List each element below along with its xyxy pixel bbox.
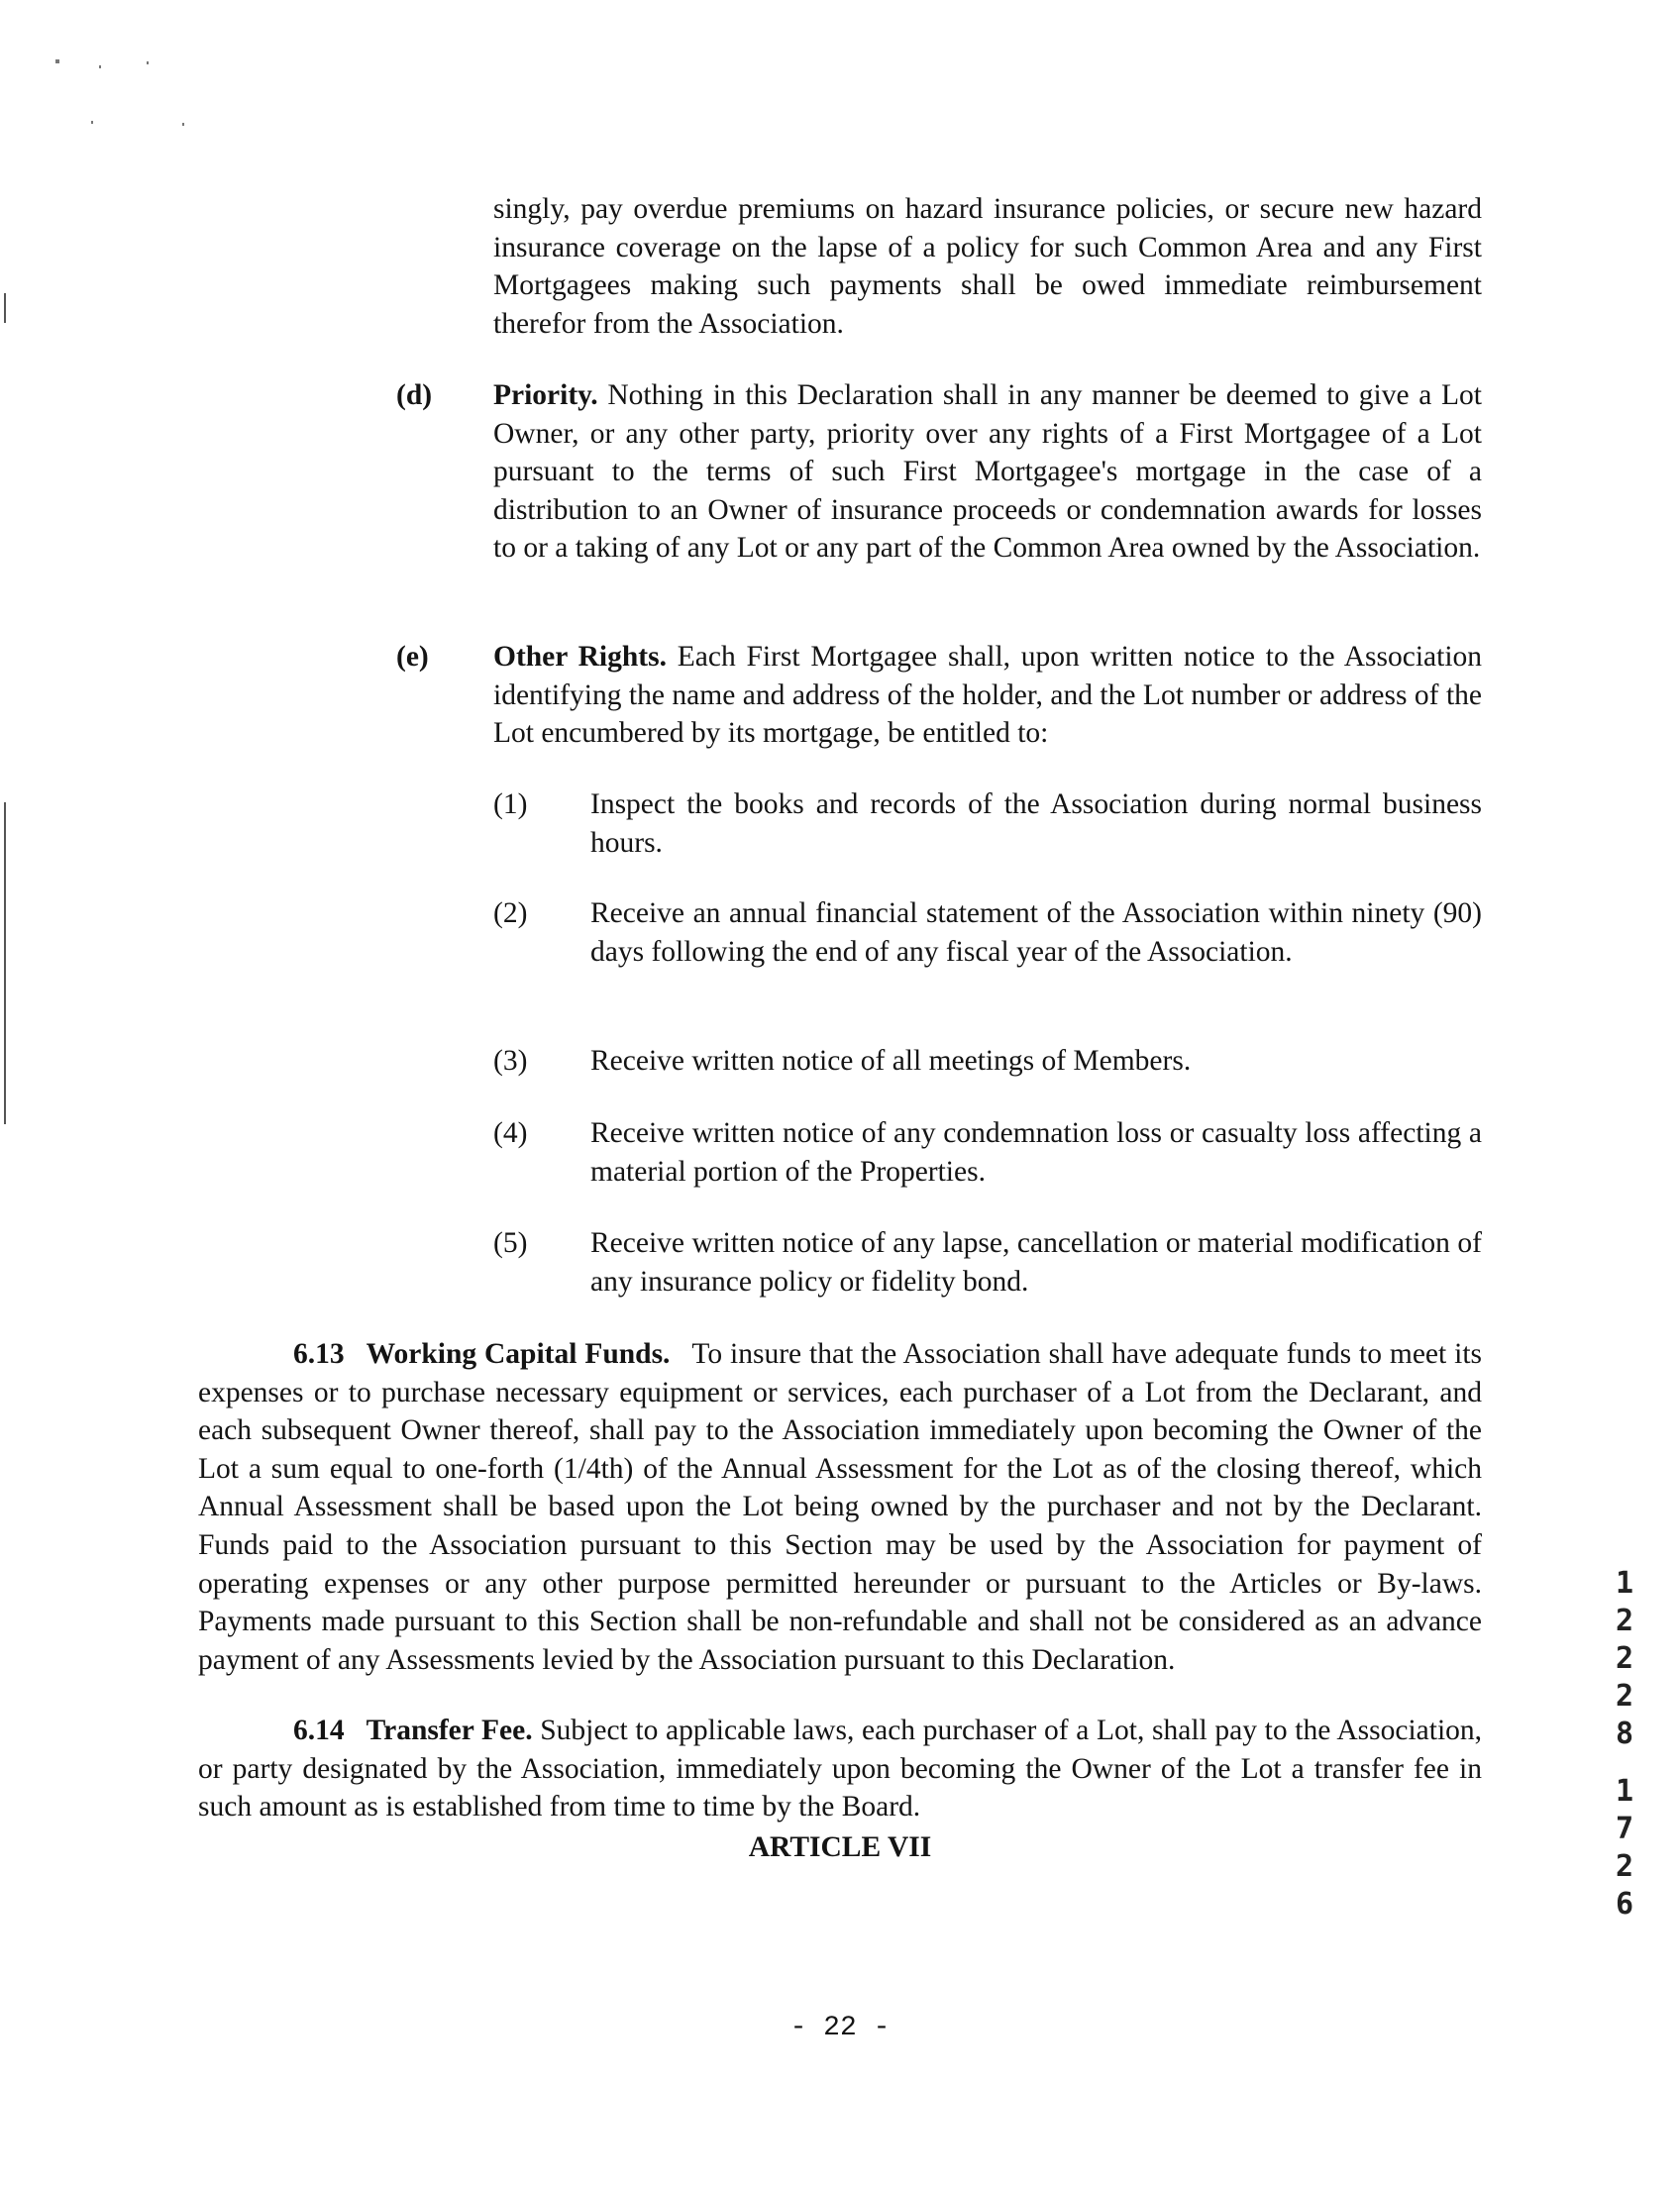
section-6-13 — [198, 1335, 1482, 1679]
stamp-digit: 1 — [1615, 1566, 1634, 1601]
subitem-label: (4) — [493, 1117, 528, 1149]
subitem-text: Receive written notice of all meetings of Members. — [590, 1045, 1192, 1077]
item-d-text: Nothing in this Declaration shall in any manner be deemed to give a Lot Owner, or any other party, priority over any rights of a First Mortgagee of a Lot pursuant to the terms of such First Mortgagee's mortgage in the case of a distribution to an Owner of insurance proceeds or condemnation awards for losses to or a taking of any Lot or any part of the Common Area owned by the Association. — [493, 379, 1482, 565]
section-6-13-number: 6.13 — [293, 1338, 345, 1370]
subitem-text: Receive written notice of any lapse, cancellation or material modification of any insurance policy or fidelity bond. — [590, 1227, 1482, 1298]
section-6-14 — [198, 1712, 1482, 1826]
stamp-digit: 2 — [1615, 1679, 1634, 1714]
subitem-label: (2) — [493, 897, 528, 929]
stamp-digit: 8 — [1615, 1717, 1634, 1751]
recording-stamp — [1605, 1565, 1644, 1924]
section-6-13-title: Working Capital Funds. — [366, 1338, 671, 1370]
subitem-label: (3) — [493, 1045, 528, 1077]
item-e-text: Each First Mortgagee shall, upon written notice to the Association identifying the name and address of the holder, and the Lot number or address of the Lot encumbered by its mortgage, be entitled to: — [493, 641, 1483, 750]
stamp-digit: 1 — [1615, 1774, 1634, 1809]
section-6-14-text: Subject to applicable laws, each purchaser of a Lot, shall pay to the Association, or party designated by the Association, immediately upon becoming the Owner of the Lot a transfer fee in such amount as is established from time to time by the Board. — [198, 1715, 1483, 1823]
section-6-13-text: To insure that the Association shall have adequate funds to meet its expenses or to purchase necessary equipment or services, each purchaser of a Lot from the Declarant, and each subsequent Owner thereof, shall pay to the Association immediately upon becoming the Owner of the Lot a sum equal to one-forth (1/4th) of the Annual Assessment for the Lot as of the closing thereof, which Annual Assessment shall be based upon the Lot being owned by the purchaser and not by the Declarant. Funds paid to the Association pursuant to this Section may be used by the Association for payment of operating expenses or any other purpose permitted hereunder or pursuant to the Articles or By-laws. Payments made pursuant to this Section shall be non-refundable and shall not be considered as an advance payment of any Assessments levied by the Association pursuant to this Declaration. — [198, 1338, 1482, 1676]
section-6-14-title: Transfer Fee. — [366, 1715, 533, 1746]
subitem-text: Receive an annual financial statement of the Association within ninety (90) days following the end of any fiscal year of the Association. — [590, 897, 1482, 968]
item-e-label: (e) — [396, 641, 429, 673]
subitem-label: (5) — [493, 1227, 528, 1259]
stamp-digit: 7 — [1615, 1812, 1634, 1846]
intro-paragraph: singly, pay overdue premiums on hazard insurance policies, or secure new hazard insurance coverage on the lapse of a policy for such Common Area and any First Mortgagees making such payments shall be owed immediate reimbursement therefor from the Association. — [493, 193, 1482, 340]
stamp-digit: 2 — [1615, 1641, 1634, 1676]
scan-margin-line — [4, 293, 6, 323]
subitem-label: (1) — [493, 788, 528, 820]
article-heading: ARTICLE VII — [748, 1831, 932, 1863]
stamp-digit: 6 — [1615, 1887, 1634, 1922]
subitem-text: Receive written notice of any condemnation loss or casualty loss affecting a material portion of the Properties. — [590, 1117, 1482, 1188]
scan-speck — [182, 123, 184, 126]
item-e-title: Other Rights. — [493, 641, 667, 673]
section-6-14-number: 6.14 — [293, 1715, 345, 1746]
scan-margin-line — [4, 802, 6, 1124]
page-number: - 22 - — [789, 2013, 891, 2043]
item-d-label: (d) — [396, 379, 433, 411]
scan-speck — [91, 121, 93, 124]
scan-speck — [99, 65, 101, 68]
stamp-digit: 2 — [1615, 1604, 1634, 1638]
scan-speck — [55, 59, 59, 63]
subitem-text: Inspect the books and records of the Association during normal business hours. — [590, 788, 1482, 859]
stamp-digit: 2 — [1615, 1849, 1634, 1884]
item-e-paragraph — [493, 638, 1482, 753]
item-d-paragraph — [493, 376, 1482, 568]
item-d-title: Priority. — [493, 379, 598, 411]
scan-speck — [147, 61, 149, 64]
